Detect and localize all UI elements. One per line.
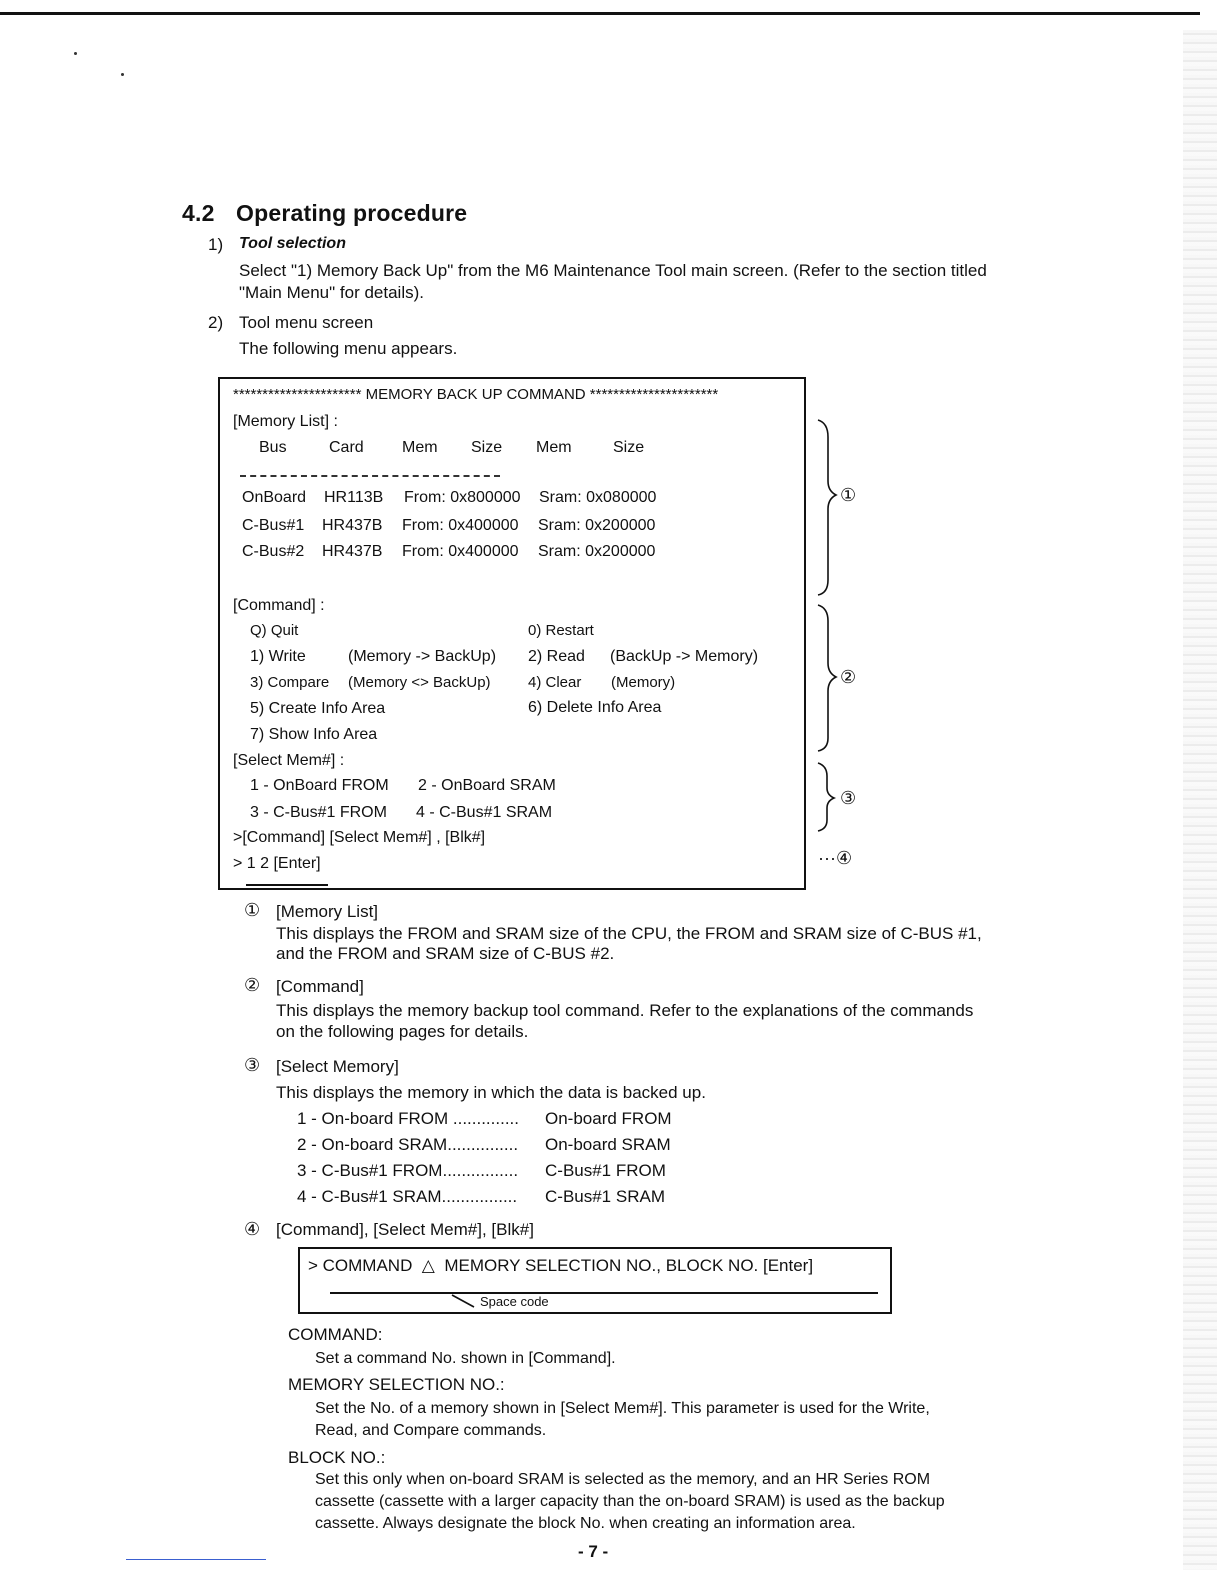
- command-delete-info: 6) Delete Info Area: [528, 699, 662, 716]
- definition-term: BLOCK NO.:: [288, 1448, 386, 1467]
- step-title: Tool menu screen: [239, 313, 374, 332]
- note-marker: ③: [244, 1055, 261, 1075]
- note-title: [Memory List]: [276, 902, 379, 921]
- space-code-label: Space code: [480, 1294, 549, 1309]
- memory-bus: OnBoard: [242, 489, 307, 506]
- section-title: Operating procedure: [236, 200, 468, 226]
- memory-map-value: On-board FROM: [545, 1109, 672, 1128]
- note-title: [Select Memory]: [276, 1057, 399, 1076]
- memory-sram: Sram: 0x200000: [538, 517, 656, 534]
- definition-text-line: Set this only when on-board SRAM is selected as the memory, and an HR Series ROM: [315, 1471, 931, 1488]
- memory-card: HR437B: [322, 517, 383, 534]
- top-rule: [0, 12, 1200, 15]
- memory-from: From: 0x400000: [402, 517, 519, 534]
- memory-map-key: 2 - On-board SRAM...............: [297, 1135, 519, 1154]
- section-number: 4.2: [182, 200, 215, 226]
- command-restart: 0) Restart: [528, 622, 594, 639]
- callout-braces: [810, 415, 850, 755]
- note-marker: ②: [244, 975, 261, 995]
- note-text-line: This displays the memory in which the data is backed up.: [276, 1083, 706, 1102]
- command-syntax: > COMMAND △ MEMORY SELECTION NO., BLOCK NO. [Enter]: [308, 1256, 814, 1275]
- column-header: Mem: [402, 439, 438, 456]
- callout-marker: ···④: [818, 848, 853, 868]
- column-header: Card: [329, 439, 364, 456]
- note-text-line: and the FROM and SRAM size of C-BUS #2.: [276, 944, 615, 963]
- select-mem-item: 4 - C-Bus#1 SRAM: [416, 804, 553, 821]
- input-line: > 1 2 [Enter]: [233, 855, 321, 872]
- space-code-pointer: [450, 1293, 480, 1309]
- memory-map-value: On-board SRAM: [545, 1135, 671, 1154]
- screen-header: ********************** MEMORY BACK UP COMMAND **********************: [233, 386, 719, 403]
- memory-card: HR437B: [322, 543, 383, 560]
- definition-term: COMMAND:: [288, 1325, 383, 1344]
- scan-speck: [121, 73, 124, 76]
- definition-text-line: Set the No. of a memory shown in [Select Mem#]. This parameter is used for the Write,: [315, 1400, 930, 1417]
- callout-marker: ①: [840, 485, 857, 505]
- column-header: Size: [471, 439, 503, 456]
- command-compare: 3) Compare: [250, 674, 330, 691]
- memory-sram: Sram: 0x080000: [539, 489, 657, 506]
- section-heading: [182, 200, 467, 227]
- select-mem-item: 3 - C-Bus#1 FROM: [250, 804, 387, 821]
- memory-from: From: 0x800000: [404, 489, 521, 506]
- memory-list-label: [Memory List] :: [233, 413, 338, 430]
- command-read: 2) Read: [528, 648, 585, 665]
- step-title: Tool selection: [239, 235, 346, 252]
- memory-map-key: 4 - C-Bus#1 SRAM................: [297, 1187, 518, 1206]
- note-text-line: This displays the memory backup tool command. Refer to the explanations of the commands: [276, 1001, 974, 1020]
- memory-bus: C-Bus#1: [242, 517, 305, 534]
- note-title: [Command], [Select Mem#], [Blk#]: [276, 1220, 534, 1239]
- definition-term: MEMORY SELECTION NO.:: [288, 1375, 505, 1394]
- command-create-info: 5) Create Info Area: [250, 700, 386, 717]
- syntax-rule: [330, 1292, 878, 1294]
- step-text-line: Select "1) Memory Back Up" from the M6 Maintenance Tool main screen. (Refer to the section titled: [239, 261, 987, 280]
- memory-map-key: 1 - On-board FROM ..............: [297, 1109, 519, 1128]
- memory-sram: Sram: 0x200000: [538, 543, 656, 560]
- callout-marker: ③: [840, 788, 857, 808]
- step-text-line: The following menu appears.: [239, 339, 458, 358]
- scan-speck: [74, 52, 77, 55]
- prompt-line: >[Command] [Select Mem#] , [Blk#]: [233, 829, 486, 846]
- command-label: [Command] :: [233, 597, 325, 614]
- command-write-desc: (Memory -> BackUp): [348, 648, 497, 665]
- select-mem-label: [Select Mem#] :: [233, 752, 345, 769]
- callout-marker: ②: [840, 667, 857, 687]
- note-marker: ④: [244, 1219, 261, 1239]
- memory-from: From: 0x400000: [402, 543, 519, 560]
- scanned-edge: [1183, 30, 1217, 1570]
- note-text-line: on the following pages for details.: [276, 1022, 529, 1041]
- memory-map-value: C-Bus#1 SRAM: [545, 1187, 665, 1206]
- note-text-line: This displays the FROM and SRAM size of the CPU, the FROM and SRAM size of C-BUS #1,: [276, 924, 982, 943]
- cursor-underline: [246, 884, 328, 886]
- note-marker: ①: [244, 900, 261, 920]
- command-show-info: 7) Show Info Area: [250, 726, 378, 743]
- command-quit: Q) Quit: [250, 622, 299, 639]
- note-title: [Command]: [276, 977, 364, 996]
- command-read-desc: (BackUp -> Memory): [610, 648, 759, 665]
- definition-text-line: cassette. Always designate the block No. when creating an information area.: [315, 1515, 856, 1532]
- select-mem-item: 2 - OnBoard SRAM: [418, 777, 556, 794]
- column-header: Bus: [259, 439, 287, 456]
- definition-text-line: Set a command No. shown in [Command].: [315, 1350, 616, 1367]
- divider-line: [240, 475, 500, 477]
- column-header: Mem: [536, 439, 572, 456]
- memory-card: HR113B: [324, 489, 384, 506]
- step-number: 1): [208, 235, 224, 254]
- select-mem-item: 1 - OnBoard FROM: [250, 777, 389, 794]
- memory-bus: C-Bus#2: [242, 543, 305, 560]
- step-text-line: "Main Menu" for details).: [239, 283, 424, 302]
- definition-text-line: Read, and Compare commands.: [315, 1422, 547, 1439]
- footer-rule: [126, 1559, 266, 1560]
- column-header: Size: [613, 439, 645, 456]
- command-compare-desc: (Memory <> BackUp): [348, 674, 491, 691]
- command-clear: 4) Clear: [528, 674, 582, 691]
- command-write: 1) Write: [250, 648, 306, 665]
- command-clear-desc: (Memory): [611, 674, 676, 691]
- definition-text-line: cassette (cassette with a larger capacity than the on-board SRAM) is used as the backup: [315, 1493, 945, 1510]
- page-number: - 7 -: [578, 1542, 609, 1561]
- memory-map-key: 3 - C-Bus#1 FROM................: [297, 1161, 519, 1180]
- step-number: 2): [208, 313, 224, 332]
- memory-map-value: C-Bus#1 FROM: [545, 1161, 666, 1180]
